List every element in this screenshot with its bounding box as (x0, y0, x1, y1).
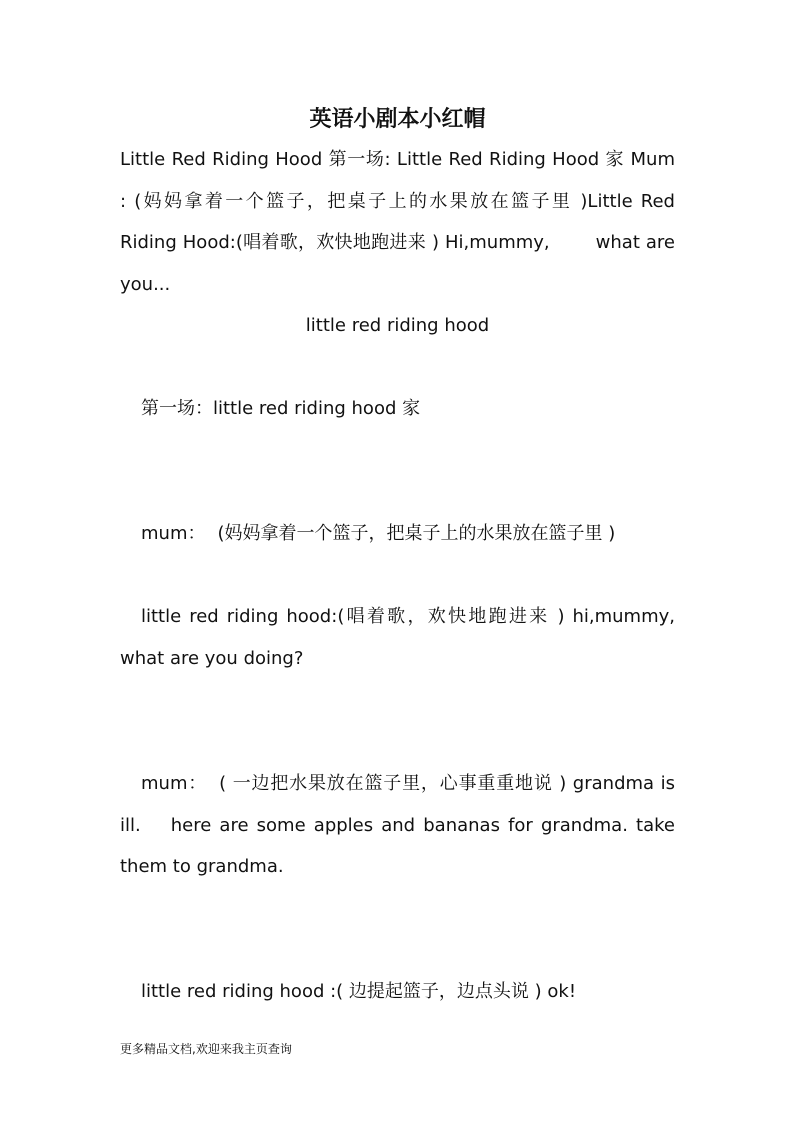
speaker: little red riding hood : (141, 981, 337, 1002)
dialogue-text: ( 边提起篮子，边点头说 ) ok! (336, 981, 577, 1002)
dialogue-text: ( 一边把水果放在篮子里，心事重重地说 ) grandma is ill. (120, 773, 675, 836)
dialogue-line (120, 596, 675, 679)
dialogue-line (120, 513, 675, 555)
dialogue-line (120, 971, 675, 1013)
dialogue-text-continued: here are some apples and bananas for grandma. take them to grandma. (120, 814, 675, 877)
speaker: mum： (141, 523, 206, 544)
dialogue-text: (唱着歌，欢快地跑进来 ) hi,mummy, what are you doing? (120, 606, 675, 669)
intro-paragraph (120, 139, 675, 305)
dialogue-text: (妈妈拿着一个篮子，把桌子上的水果放在篮子里 ) (217, 523, 616, 544)
section-heading: little red riding hood (305, 315, 490, 336)
intro-text-end: what are you... (120, 232, 675, 295)
document-title: 英语小剧本小红帽 (309, 107, 486, 132)
scene-heading: 第一场：little red riding hood 家 (141, 398, 421, 419)
intro-text: Little Red Riding Hood 第一场: Little Red Riding Hood 家 Mum : (妈妈拿着一个篮子，把桌子上的水果放在篮子里 )Little Red Riding Hood:(唱着歌，欢快地跑进来 ) Hi,mummy, (120, 149, 675, 253)
footer-note: 更多精品文档,欢迎来我主页查询 (120, 1042, 292, 1056)
dialogue-line (120, 763, 675, 888)
speaker: mum： (141, 773, 208, 794)
speaker: little red riding hood: (141, 606, 338, 627)
